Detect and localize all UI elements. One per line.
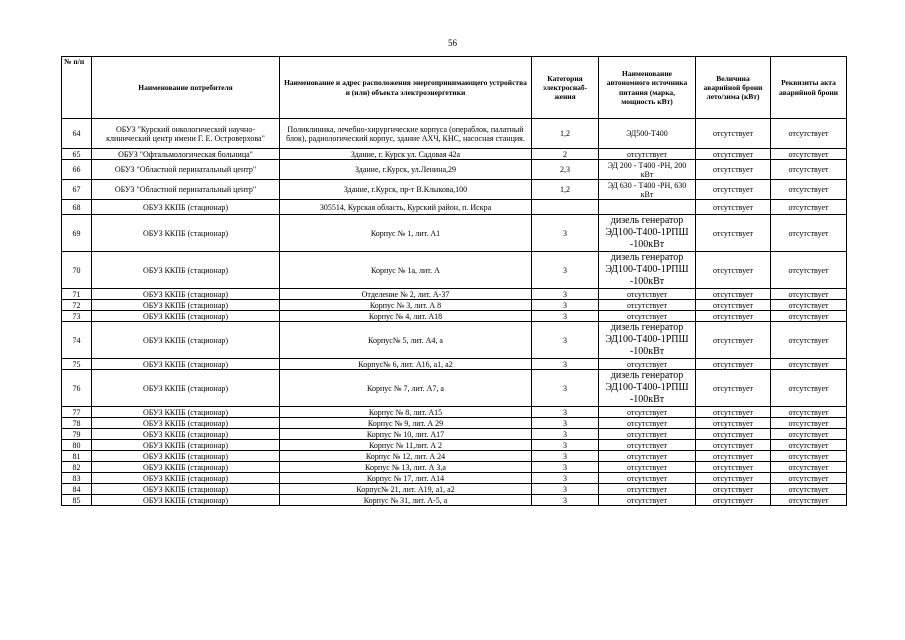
cell-source: отсутствует xyxy=(599,451,696,462)
table-row xyxy=(62,200,847,215)
table-body xyxy=(62,119,847,506)
cell-consumer: ОБУЗ ККПБ (стационар) xyxy=(92,440,280,451)
cell-num: 78 xyxy=(62,418,92,429)
cell-category: 3 xyxy=(532,484,599,495)
table-row xyxy=(62,495,847,506)
consumers-table xyxy=(61,56,847,506)
cell-consumer: ОБУЗ ККПБ (стационар) xyxy=(92,252,280,289)
cell-source xyxy=(599,200,696,215)
cell-address: Здание, г. Курск ул. Садовая 42а xyxy=(280,149,532,160)
header-address: Наименование и адрес расположения энергопринимающего устройства и (или) объекта электроэнергетики xyxy=(280,57,532,119)
cell-category: 3 xyxy=(532,359,599,370)
table-row xyxy=(62,311,847,322)
cell-num: 70 xyxy=(62,252,92,289)
cell-category: 2 xyxy=(532,149,599,160)
cell-reserve: отсутствует xyxy=(696,322,771,359)
cell-category: 3 xyxy=(532,215,599,252)
cell-address: Корпус№ 21, лит. А19, а1, а2 xyxy=(280,484,532,495)
cell-reserve: отсутствует xyxy=(696,440,771,451)
cell-consumer: ОБУЗ ККПБ (стационар) xyxy=(92,451,280,462)
table-row xyxy=(62,289,847,300)
cell-consumer: ОБУЗ "Областной перинатальный центр" xyxy=(92,180,280,200)
cell-num: 65 xyxy=(62,149,92,160)
cell-category: 3 xyxy=(532,473,599,484)
cell-address: Поликлиника, лечебно-хирургические корпуса (операблок, палатный блок), радиологический корпус, здание АХЧ, КНС, насосная станция. xyxy=(280,119,532,149)
table-row xyxy=(62,322,847,359)
table-row xyxy=(62,451,847,462)
table-row xyxy=(62,440,847,451)
cell-category: 3 xyxy=(532,407,599,418)
cell-source: отсутствует xyxy=(599,359,696,370)
cell-requisites: отсутствует xyxy=(771,418,847,429)
cell-reserve: отсутствует xyxy=(696,200,771,215)
cell-source: отсутствует xyxy=(599,462,696,473)
cell-requisites: отсутствует xyxy=(771,359,847,370)
header-category: Категория электроснаб-жения xyxy=(532,57,599,119)
cell-category: 3 xyxy=(532,370,599,407)
cell-category: 3 xyxy=(532,311,599,322)
cell-consumer: ОБУЗ ККПБ (стационар) xyxy=(92,495,280,506)
table-row xyxy=(62,160,847,180)
cell-source: ЭД 200 - Т400 -РН, 200 кВт xyxy=(599,160,696,180)
cell-requisites: отсутствует xyxy=(771,311,847,322)
cell-consumer: ОБУЗ ККПБ (стационар) xyxy=(92,359,280,370)
cell-source: ЭД500-Т400 xyxy=(599,119,696,149)
table-row xyxy=(62,370,847,407)
cell-address: Корпус № 1, лит. А1 xyxy=(280,215,532,252)
cell-source: отсутствует xyxy=(599,473,696,484)
cell-source: дизель генератор ЭД100-Т400-1РПШ -100кВт xyxy=(599,252,696,289)
cell-source: отсутствует xyxy=(599,300,696,311)
cell-category: 1,2 xyxy=(532,180,599,200)
cell-source: отсутствует xyxy=(599,407,696,418)
cell-consumer: ОБУЗ ККПБ (стационар) xyxy=(92,462,280,473)
cell-category: 3 xyxy=(532,289,599,300)
cell-num: 77 xyxy=(62,407,92,418)
table-row xyxy=(62,462,847,473)
cell-num: 82 xyxy=(62,462,92,473)
cell-reserve: отсутствует xyxy=(696,180,771,200)
cell-requisites: отсутствует xyxy=(771,462,847,473)
cell-address: Корпус № 9, лит. А 29 xyxy=(280,418,532,429)
cell-num: 69 xyxy=(62,215,92,252)
table-row xyxy=(62,149,847,160)
cell-requisites: отсутствует xyxy=(771,440,847,451)
cell-consumer: ОБУЗ "Курский онкологический научно-клинический центр имени Г. Е. Островерхова" xyxy=(92,119,280,149)
cell-num: 83 xyxy=(62,473,92,484)
header-reserve: Величина аварийной брони лето/зима (кВт) xyxy=(696,57,771,119)
table-row xyxy=(62,300,847,311)
cell-requisites: отсутствует xyxy=(771,429,847,440)
cell-reserve: отсутствует xyxy=(696,300,771,311)
cell-num: 84 xyxy=(62,484,92,495)
cell-category: 1,2 xyxy=(532,119,599,149)
cell-num: 81 xyxy=(62,451,92,462)
cell-reserve: отсутствует xyxy=(696,484,771,495)
cell-requisites: отсутствует xyxy=(771,300,847,311)
table-row xyxy=(62,473,847,484)
cell-reserve: отсутствует xyxy=(696,289,771,300)
cell-source: отсутствует xyxy=(599,418,696,429)
cell-category xyxy=(532,200,599,215)
cell-category: 3 xyxy=(532,495,599,506)
cell-source: отсутствует xyxy=(599,311,696,322)
cell-address: Корпус № 10, лит. А17 xyxy=(280,429,532,440)
cell-requisites: отсутствует xyxy=(771,149,847,160)
cell-category: 2,3 xyxy=(532,160,599,180)
cell-reserve: отсутствует xyxy=(696,473,771,484)
table-row xyxy=(62,215,847,252)
cell-reserve: отсутствует xyxy=(696,359,771,370)
cell-source: отсутствует xyxy=(599,484,696,495)
cell-requisites: отсутствует xyxy=(771,160,847,180)
table-row xyxy=(62,484,847,495)
cell-requisites: отсутствует xyxy=(771,407,847,418)
cell-num: 79 xyxy=(62,429,92,440)
cell-requisites: отсутствует xyxy=(771,495,847,506)
cell-requisites: отсутствует xyxy=(771,484,847,495)
cell-category: 3 xyxy=(532,440,599,451)
table-row xyxy=(62,407,847,418)
cell-consumer: ОБУЗ ККПБ (стационар) xyxy=(92,300,280,311)
table-row xyxy=(62,180,847,200)
cell-reserve: отсутствует xyxy=(696,407,771,418)
cell-reserve: отсутствует xyxy=(696,451,771,462)
cell-address: Корпус № 1а, лит. А xyxy=(280,252,532,289)
table-header-row xyxy=(62,57,847,119)
cell-address: Здание, г.Курск, ул.Ленина,29 xyxy=(280,160,532,180)
table-row xyxy=(62,252,847,289)
cell-address: Корпус № 8, лит. А15 xyxy=(280,407,532,418)
cell-category: 3 xyxy=(532,300,599,311)
cell-address: 305514, Курская область, Курский район, п. Искра xyxy=(280,200,532,215)
cell-source: дизель генератор ЭД100-Т400-1РПШ -100кВт xyxy=(599,215,696,252)
cell-category: 3 xyxy=(532,451,599,462)
cell-requisites: отсутствует xyxy=(771,370,847,407)
cell-category: 3 xyxy=(532,462,599,473)
cell-reserve: отсутствует xyxy=(696,462,771,473)
cell-consumer: ОБУЗ ККПБ (стационар) xyxy=(92,215,280,252)
cell-requisites: отсутствует xyxy=(771,215,847,252)
cell-requisites: отсутствует xyxy=(771,180,847,200)
cell-consumer: ОБУЗ ККПБ (стационар) xyxy=(92,484,280,495)
cell-address: Корпус № 12, лит. А 24 xyxy=(280,451,532,462)
cell-num: 68 xyxy=(62,200,92,215)
cell-address: Корпус № 31, лит. А-5, а xyxy=(280,495,532,506)
cell-num: 67 xyxy=(62,180,92,200)
cell-consumer: ОБУЗ "Офтальмологическая больница" xyxy=(92,149,280,160)
cell-source: ЭД 630 - Т400 -РН, 630 кВт xyxy=(599,180,696,200)
header-num: № п/п xyxy=(62,57,92,119)
cell-address: Корпус № 13, лит. А 3,а xyxy=(280,462,532,473)
cell-address: Корпус № 7, лит. А7, а xyxy=(280,370,532,407)
cell-num: 72 xyxy=(62,300,92,311)
cell-requisites: отсутствует xyxy=(771,289,847,300)
cell-reserve: отсутствует xyxy=(696,149,771,160)
cell-consumer: ОБУЗ "Областной перинатальный центр" xyxy=(92,160,280,180)
cell-num: 66 xyxy=(62,160,92,180)
cell-source: отсутствует xyxy=(599,495,696,506)
page-number: 56 xyxy=(448,38,457,48)
header-requisites: Реквизиты акта аварийной брони xyxy=(771,57,847,119)
cell-num: 64 xyxy=(62,119,92,149)
cell-requisites: отсутствует xyxy=(771,119,847,149)
cell-num: 74 xyxy=(62,322,92,359)
cell-num: 76 xyxy=(62,370,92,407)
cell-source: отсутствует xyxy=(599,149,696,160)
cell-address: Корпус № 17, лит. А14 xyxy=(280,473,532,484)
cell-requisites: отсутствует xyxy=(771,200,847,215)
cell-num: 80 xyxy=(62,440,92,451)
cell-address: Корпус № 4, лит. А18 xyxy=(280,311,532,322)
cell-address: Здание, г.Курск, пр-т В.Клыкова,100 xyxy=(280,180,532,200)
cell-category: 3 xyxy=(532,252,599,289)
cell-num: 75 xyxy=(62,359,92,370)
cell-source: отсутствует xyxy=(599,429,696,440)
cell-address: Корпус№ 6, лит. А16, а1, а2 xyxy=(280,359,532,370)
cell-address: Корпус № 11,лит. А 2 xyxy=(280,440,532,451)
cell-source: отсутствует xyxy=(599,440,696,451)
header-source: Наименование автономного источника питания (марка, мощность кВт) xyxy=(599,57,696,119)
cell-num: 71 xyxy=(62,289,92,300)
header-consumer: Наименование потребителя xyxy=(92,57,280,119)
table-row xyxy=(62,359,847,370)
cell-source: отсутствует xyxy=(599,289,696,300)
cell-address: Отделение № 2, лит. А-37 xyxy=(280,289,532,300)
cell-reserve: отсутствует xyxy=(696,215,771,252)
cell-reserve: отсутствует xyxy=(696,160,771,180)
cell-category: 3 xyxy=(532,429,599,440)
cell-consumer: ОБУЗ ККПБ (стационар) xyxy=(92,429,280,440)
cell-consumer: ОБУЗ ККПБ (стационар) xyxy=(92,311,280,322)
cell-category: 3 xyxy=(532,322,599,359)
cell-reserve: отсутствует xyxy=(696,252,771,289)
cell-num: 73 xyxy=(62,311,92,322)
cell-consumer: ОБУЗ ККПБ (стационар) xyxy=(92,200,280,215)
cell-consumer: ОБУЗ ККПБ (стационар) xyxy=(92,322,280,359)
cell-address: Корпус№ 5, лит. А4, а xyxy=(280,322,532,359)
cell-reserve: отсутствует xyxy=(696,311,771,322)
cell-consumer: ОБУЗ ККПБ (стационар) xyxy=(92,473,280,484)
table-row xyxy=(62,119,847,149)
cell-consumer: ОБУЗ ККПБ (стационар) xyxy=(92,418,280,429)
cell-address: Корпус № 3, лит. А 8 xyxy=(280,300,532,311)
cell-requisites: отсутствует xyxy=(771,451,847,462)
cell-source: дизель генератор ЭД100-Т400-1РПШ -100кВт xyxy=(599,322,696,359)
cell-requisites: отсутствует xyxy=(771,322,847,359)
cell-requisites: отсутствует xyxy=(771,473,847,484)
cell-reserve: отсутствует xyxy=(696,418,771,429)
cell-source: дизель генератор ЭД100-Т400-1РПШ -100кВт xyxy=(599,370,696,407)
table-row xyxy=(62,429,847,440)
cell-reserve: отсутствует xyxy=(696,370,771,407)
cell-category: 3 xyxy=(532,418,599,429)
cell-consumer: ОБУЗ ККПБ (стационар) xyxy=(92,289,280,300)
cell-reserve: отсутствует xyxy=(696,429,771,440)
cell-consumer: ОБУЗ ККПБ (стационар) xyxy=(92,370,280,407)
cell-reserve: отсутствует xyxy=(696,495,771,506)
cell-reserve: отсутствует xyxy=(696,119,771,149)
cell-num: 85 xyxy=(62,495,92,506)
table-row xyxy=(62,418,847,429)
cell-requisites: отсутствует xyxy=(771,252,847,289)
cell-consumer: ОБУЗ ККПБ (стационар) xyxy=(92,407,280,418)
